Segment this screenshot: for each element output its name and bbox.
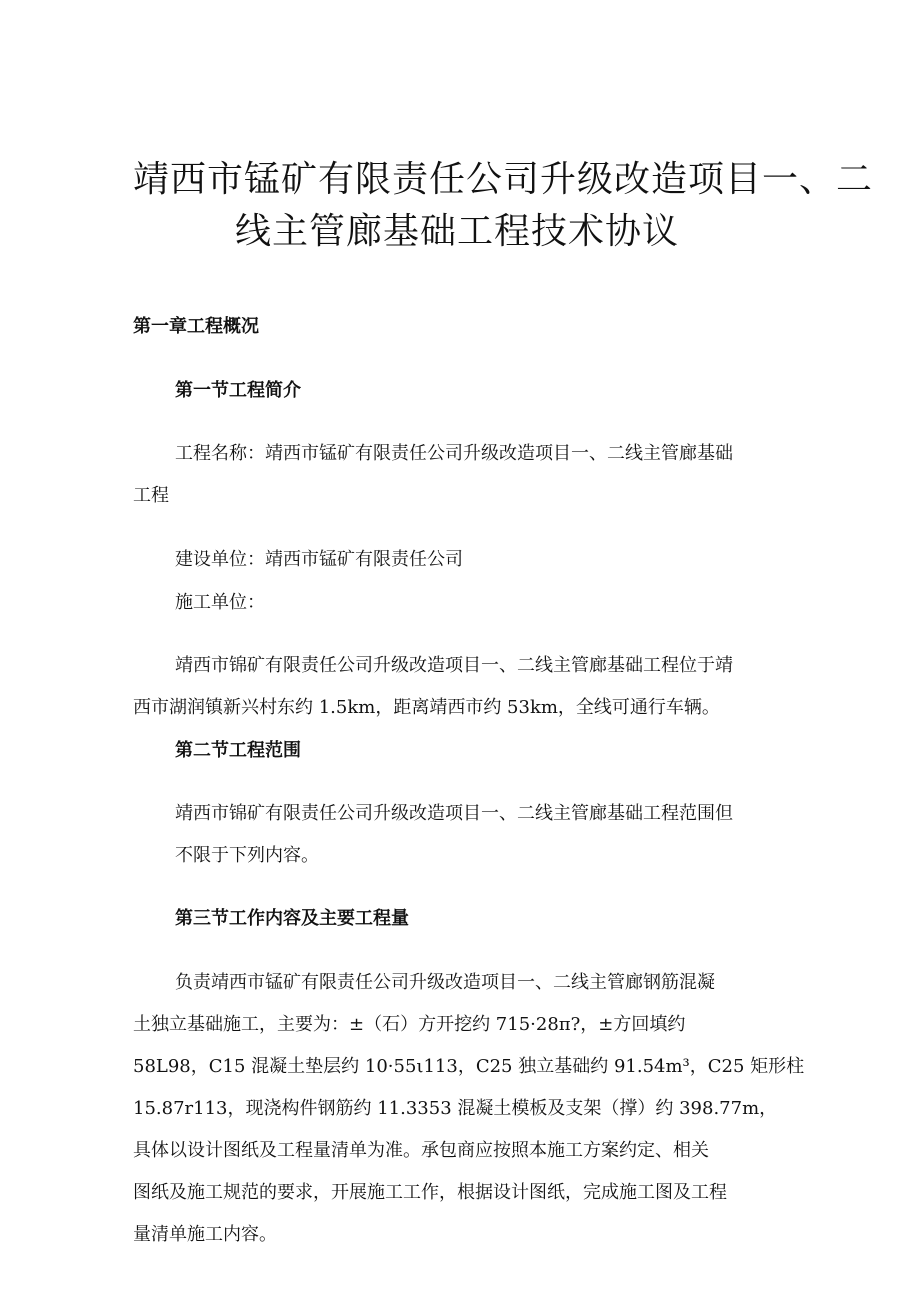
document-title-line-2: 线主管廊基础工程技术协议: [235, 211, 680, 252]
work-line-1: 负责靖西市锰矿有限责任公司升级改造项目一、二线主管廊钢筋混凝: [175, 972, 715, 993]
location-line-2: 西市湖润镇新兴村东约 1.5km，距离靖西市约 53km，全线可通行车辆。: [133, 697, 720, 718]
owner-line: 建设单位：靖西市锰矿有限责任公司: [175, 549, 463, 570]
scope-line-1: 靖西市锦矿有限责任公司升级改造项目一、二线主管廊基础工程范围但: [175, 803, 733, 824]
work-line-7: 量清单施工内容。: [133, 1224, 277, 1245]
project-name-line-2: 工程: [133, 485, 169, 506]
work-line-6: 图纸及施工规范的要求，开展施工工作，根据设计图纸，完成施工图及工程: [133, 1182, 727, 1203]
section-heading-intro: 第一节工程简介: [175, 380, 301, 401]
section-heading-scope: 第二节工程范围: [175, 740, 301, 761]
work-line-4: 15.87r113，现浇构件钢筋约 11.3353 混凝土模板及支架（撑）约 398.77m，: [133, 1098, 778, 1119]
work-line-5: 具体以设计图纸及工程量清单为准。承包商应按照本施工方案约定、相关: [133, 1140, 709, 1161]
contractor-line: 施工单位：: [175, 592, 265, 613]
document-title-line-1: 靖西市锰矿有限责任公司升级改造项目一、二: [133, 159, 874, 200]
chapter-heading: 第一章工程概况: [133, 316, 259, 337]
scope-line-2: 不限于下列内容。: [175, 845, 319, 866]
work-line-2: 土独立基础施工，主要为：±（石）方开挖约 715·28π?，±方回填约: [133, 1014, 686, 1035]
section-heading-work: 第三节工作内容及主要工程量: [175, 908, 409, 929]
project-name-line-1: 工程名称：靖西市锰矿有限责任公司升级改造项目一、二线主管廊基础: [175, 443, 733, 464]
location-line-1: 靖西市锦矿有限责任公司升级改造项目一、二线主管廊基础工程位于靖: [175, 655, 733, 676]
work-line-3: 58L98，C15 混凝土垫层约 10·55ι113，C25 独立基础约 91.54m³，C25 矩形柱: [133, 1056, 805, 1077]
